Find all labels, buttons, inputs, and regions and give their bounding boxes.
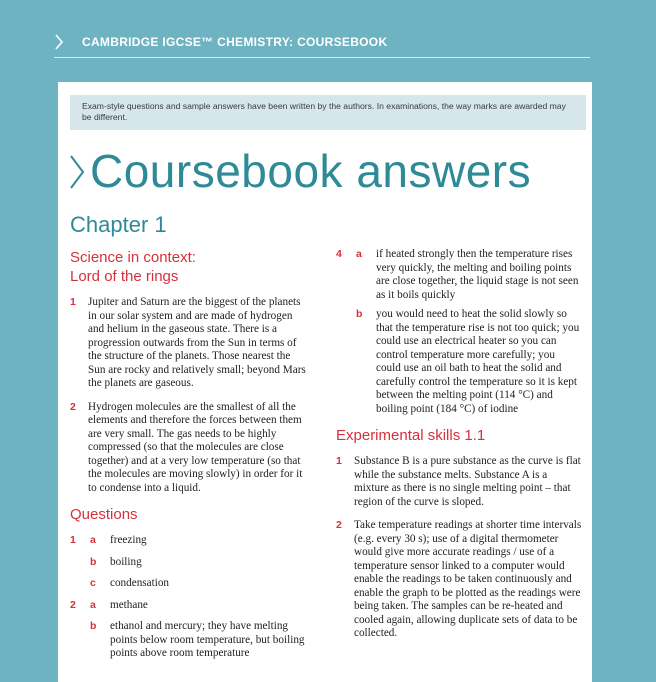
item-number: 1 [70, 296, 76, 308]
item-letter: b [356, 308, 363, 320]
page-content [58, 82, 592, 682]
question-item [70, 599, 310, 613]
skills-heading: Experimental skills 1.1 [336, 427, 486, 444]
item-text: Substance B is a pure substance as the curve is flat while the substance melts. Substance A is a mixture as there is no single melting point – that region of the curve is sloped. [354, 455, 581, 508]
chevron-right-icon [54, 34, 64, 50]
right-column [336, 248, 582, 641]
questions-heading: Questions [70, 506, 138, 523]
answer-item [336, 455, 582, 509]
answer-item [70, 296, 310, 391]
item-text: Hydrogen molecules are the smallest of all the elements and therefore the forces between them are very small. The gas needs to be highly compressed (so that the molecules are close together) and at a very low temperature (so that the molecules are moving slowly) in order for it to condense into a liquid. [88, 400, 303, 494]
item-text: if heated strongly then the temperature rises very quickly, the melting and boiling points are close together, the liquid stage is not seen as it boils quickly [376, 248, 579, 301]
chevron-right-icon [68, 154, 86, 190]
item-text: Take temperature readings at shorter time intervals (e.g. every 30 s); use of a digital thermometer would give more accurate readings / use of a temperature sensor linked to a computer would enable the readings to be taken continuously and enable the graph to be plotted as the readings were being taken. The samples can be re-heated and cooled again, allowing duplicate sets of data to be collected. [354, 519, 582, 639]
header-divider [54, 57, 590, 58]
item-text: condensation [110, 577, 170, 589]
question-item [336, 308, 582, 416]
section-heading-line: Science in context: [70, 249, 196, 266]
left-column [70, 248, 310, 661]
page-title-text: Coursebook answers [90, 145, 532, 197]
item-text: boiling [110, 555, 142, 568]
item-number: 2 [336, 519, 342, 531]
page-header [0, 0, 656, 56]
page-title [68, 144, 531, 198]
answer-item [336, 519, 582, 641]
item-number: 1 [70, 534, 76, 546]
section-heading-line: Lord of the rings [70, 268, 179, 285]
item-text: methane [110, 598, 148, 611]
question-item [70, 556, 310, 570]
item-text: you would need to heat the solid slowly so that the temperature rise is not too quick; you could use an electrical heater so you can control temperature more carefully; you could use an oil bath to heat the solid and carefully control the temperature so it is kept between the melting point (114 °C) and boiling point (184 °C) of iodine [376, 308, 580, 415]
item-letter: a [90, 598, 96, 611]
item-number: 2 [70, 400, 76, 413]
question-item [70, 534, 310, 548]
item-text: freezing [110, 534, 147, 546]
item-text: ethanol and mercury; they have melting points below room temperature, but boiling points above room temperature [110, 620, 305, 659]
disclaimer-note: Exam-style questions and sample answers have been written by the authors. In examinations, the way marks are awarded may be different. [70, 95, 586, 130]
question-item [70, 620, 310, 661]
item-letter: a [356, 248, 362, 260]
question-item [336, 248, 582, 302]
item-letter: b [90, 555, 97, 568]
item-letter: c [90, 577, 96, 589]
question-item [70, 577, 310, 591]
item-text: Jupiter and Saturn are the biggest of the planets in our solar system and are made of hydrogen and helium in the gaseous state. There is a progression outwards from the Sun in terms of the structure of the planets. Those nearest the Sun are rocky and relatively small; beyond Mars the planets are gaseous. [88, 296, 306, 389]
book-title: CAMBRIDGE IGCSE™ CHEMISTRY: COURSEBOOK [82, 35, 388, 49]
item-letter: a [90, 534, 96, 546]
section-heading [70, 248, 310, 286]
item-number: 2 [70, 598, 76, 611]
chapter-heading: Chapter 1 [70, 212, 167, 237]
answer-item [70, 401, 310, 496]
item-letter: b [90, 620, 97, 632]
item-number: 1 [336, 455, 342, 467]
item-number: 4 [336, 248, 342, 260]
